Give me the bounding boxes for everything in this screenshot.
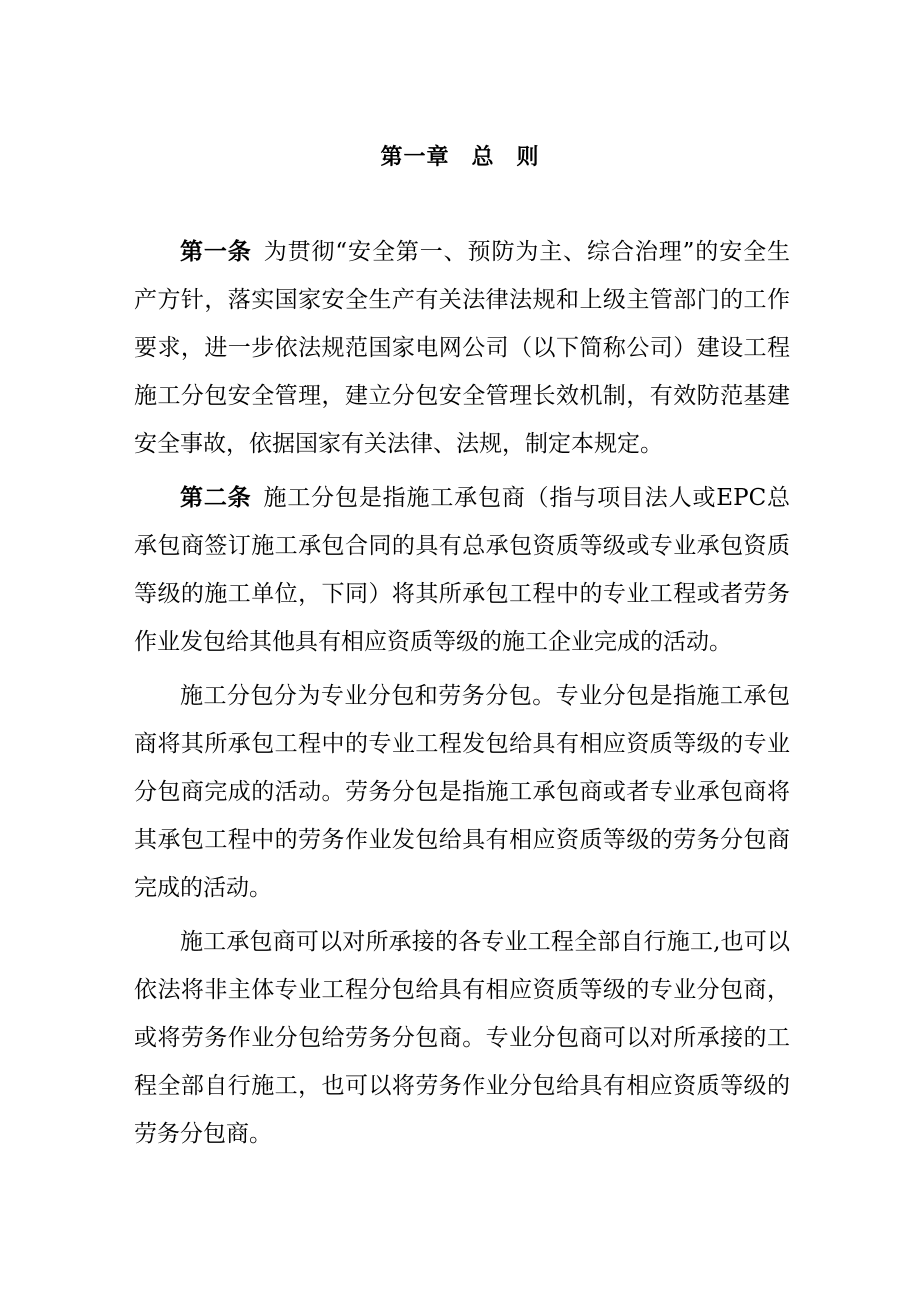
chapter-title: [0, 142, 920, 172]
article-2-heading: 第二条: [180, 484, 252, 511]
chapter-number: 第一章: [380, 144, 450, 170]
article-2-paragraph: [134, 474, 790, 666]
article-1-paragraph: [134, 228, 790, 468]
document-body: [134, 228, 790, 1164]
article-1-text: 为贯彻“安全第一、预防为主、综合治理”的安全生产方针，落实国家安全生产有关法律法规和上级主管部门的工作要求，进一步依法规范国家电网公司（以下简称公司）建设工程施工分包安全管理，建立分包安全管理长效机制，有效防范基建安全事故，依据国家有关法律、法规，制定本规定。: [134, 239, 790, 457]
article-2-text: 施工分包是指施工承包商（指与项目法人或EPC总承包商签订施工承包合同的具有总承包资质等级或专业承包资质等级的施工单位，下同）将其所承包工程中的专业工程或者劳务作业发包给其他具有相应资质等级的施工企业完成的活动。: [134, 485, 790, 655]
contractor-scope-paragraph: [134, 918, 790, 1158]
subcontract-types-text: 施工分包分为专业分包和劳务分包。专业分包是指施工承包商将其所承包工程中的专业工程发包给具有相应资质等级的专业分包商完成的活动。劳务分包是指施工承包商或者专业承包商将其承包工程中的劳务作业发包给具有相应资质等级的劳务分包商完成的活动。: [134, 683, 790, 901]
contractor-scope-text: 施工承包商可以对所承接的各专业工程全部自行施工,也可以依法将非主体专业工程分包给具有相应资质等级的专业分包商，或将劳务作业分包给劳务分包商。专业分包商可以对所承接的工程全部自行施工，也可以将劳务作业分包给具有相应资质等级的劳务分包商。: [134, 929, 790, 1147]
chapter-title-char-1: 总: [471, 144, 495, 170]
article-1-heading: 第一条: [180, 238, 252, 265]
chapter-title-char-2: 则: [516, 144, 540, 170]
subcontract-types-paragraph: [134, 672, 790, 912]
